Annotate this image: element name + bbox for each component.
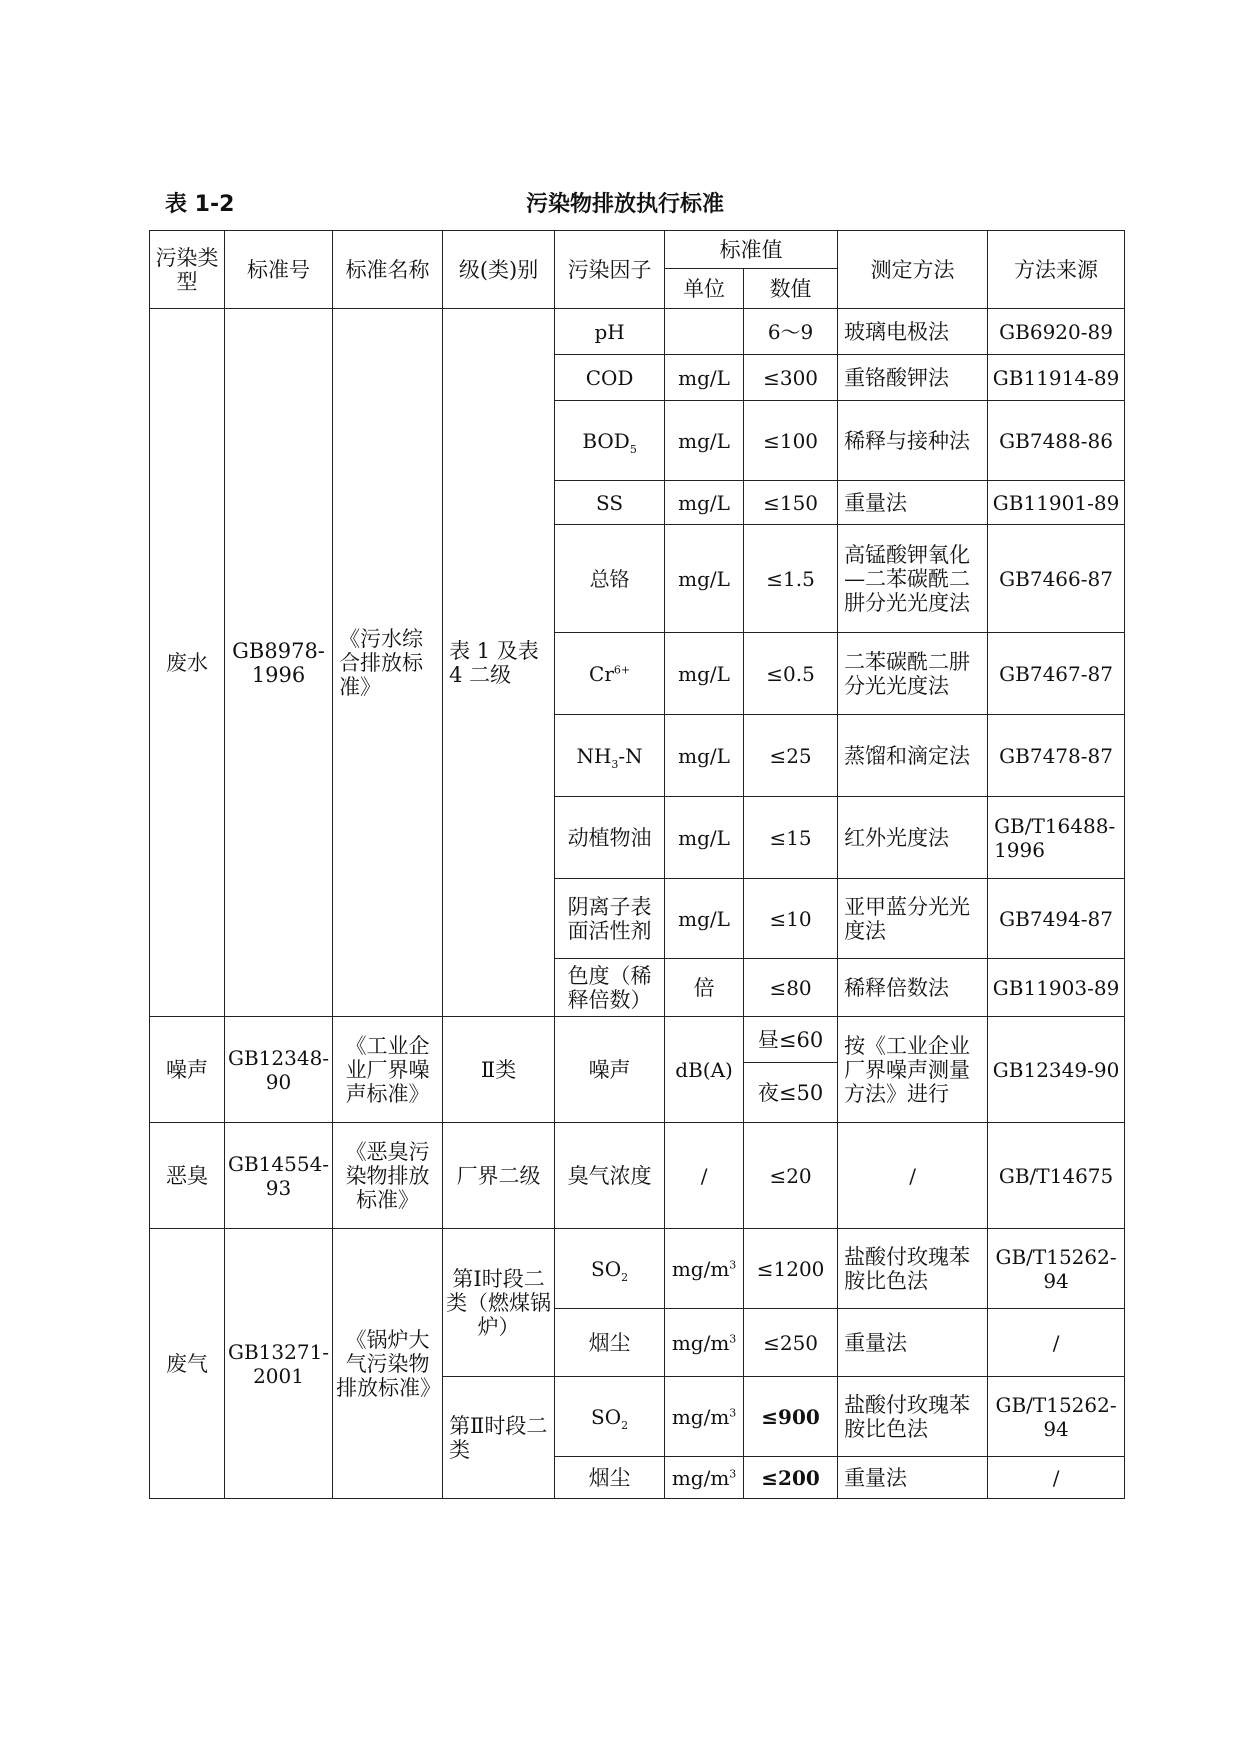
- std-name-cell: 《污水综合排放标准》: [333, 309, 443, 1017]
- source-cell: GB7467-87: [988, 633, 1125, 715]
- method-cell: 重量法: [838, 1309, 988, 1377]
- grade-cell: 第Ⅰ时段二类（燃煤锅炉）: [443, 1229, 555, 1377]
- method-cell: 重量法: [838, 481, 988, 525]
- source-cell: GB11903-89: [988, 959, 1125, 1017]
- unit-text: mg/m: [671, 1465, 730, 1490]
- std-no-cell: GB13271-2001: [225, 1229, 333, 1499]
- method-cell: 盐酸付玫瑰苯胺比色法: [838, 1377, 988, 1457]
- std-name-cell: 《恶臭污染物排放标准》: [333, 1123, 443, 1229]
- value-cell: ≤250: [744, 1309, 838, 1377]
- value-cell: ≤1.5: [744, 525, 838, 633]
- factor-text: NH: [576, 743, 612, 768]
- factor-cell: 色度（稀释倍数）: [555, 959, 665, 1017]
- factor-subscript: 3: [611, 757, 619, 771]
- header-method: 测定方法: [838, 231, 988, 309]
- table-row: [150, 1123, 1125, 1229]
- value-cell: ≤15: [744, 797, 838, 879]
- unit-cell: [665, 1377, 744, 1457]
- unit-cell: [665, 309, 744, 355]
- unit-cell: mg/L: [665, 879, 744, 959]
- unit-cell: dB(A): [665, 1017, 744, 1123]
- source-cell: GB7478-87: [988, 715, 1125, 797]
- std-no-cell: GB12348-90: [225, 1017, 333, 1123]
- source-cell: GB6920-89: [988, 309, 1125, 355]
- grade-cell: Ⅱ类: [443, 1017, 555, 1123]
- grade-cell: 厂界二级: [443, 1123, 555, 1229]
- source-cell: GB/T15262-94: [988, 1229, 1125, 1309]
- value-cell: ≤900: [744, 1377, 838, 1457]
- factor-tail: -N: [618, 743, 643, 768]
- unit-cell: [665, 1457, 744, 1499]
- unit-text: mg/m: [671, 1330, 730, 1355]
- value-cell: ≤10: [744, 879, 838, 959]
- type-cell: 废水: [150, 309, 225, 1017]
- unit-cell: mg/L: [665, 355, 744, 401]
- method-cell: 重量法: [838, 1457, 988, 1499]
- emission-standards-table: [149, 230, 1125, 1499]
- unit-cell: mg/L: [665, 797, 744, 879]
- factor-text: SO: [591, 1256, 622, 1281]
- factor-cell: SS: [555, 481, 665, 525]
- header-std-no: 标准号: [225, 231, 333, 309]
- source-cell: /: [988, 1309, 1125, 1377]
- value-cell: ≤300: [744, 355, 838, 401]
- table-caption: [150, 187, 1100, 227]
- factor-superscript: 6+: [613, 662, 631, 676]
- unit-text: mg/m: [671, 1404, 730, 1429]
- factor-cell: [555, 1377, 665, 1457]
- method-cell: 高锰酸钾氧化—二苯碳酰二肼分光光度法: [838, 525, 988, 633]
- table-row: [150, 1017, 1125, 1063]
- unit-cell: mg/L: [665, 481, 744, 525]
- type-cell: 恶臭: [150, 1123, 225, 1229]
- grade-cell: 第Ⅱ时段二类: [443, 1377, 555, 1499]
- factor-text: SO: [591, 1404, 622, 1429]
- table-row: [150, 309, 1125, 355]
- value-cell: ≤0.5: [744, 633, 838, 715]
- method-cell: 玻璃电极法: [838, 309, 988, 355]
- factor-cell: [555, 715, 665, 797]
- factor-cell: [555, 401, 665, 481]
- source-cell: GB11914-89: [988, 355, 1125, 401]
- value-cell: ≤150: [744, 481, 838, 525]
- method-cell: 亚甲蓝分光光度法: [838, 879, 988, 959]
- unit-cell: mg/L: [665, 401, 744, 481]
- unit-superscript: 3: [729, 1331, 737, 1345]
- std-no-cell: GB14554-93: [225, 1123, 333, 1229]
- method-cell: /: [838, 1123, 988, 1229]
- method-cell: 稀释与接种法: [838, 401, 988, 481]
- method-cell: 二苯碳酰二肼分光光度法: [838, 633, 988, 715]
- factor-cell: [555, 633, 665, 715]
- unit-cell: /: [665, 1123, 744, 1229]
- factor-cell: 阴离子表面活性剂: [555, 879, 665, 959]
- method-cell: 盐酸付玫瑰苯胺比色法: [838, 1229, 988, 1309]
- value-cell: ≤100: [744, 401, 838, 481]
- value-cell: ≤1200: [744, 1229, 838, 1309]
- table-title: 污染物排放执行标准: [525, 192, 724, 217]
- grade-cell: 表 1 及表 4 二级: [443, 309, 555, 1017]
- factor-subscript: 5: [629, 442, 637, 456]
- method-cell: 稀释倍数法: [838, 959, 988, 1017]
- header-std-value: 标准值: [665, 231, 838, 269]
- source-cell: GB12349-90: [988, 1017, 1125, 1123]
- header-grade: 级(类)别: [443, 231, 555, 309]
- factor-cell: 烟尘: [555, 1457, 665, 1499]
- value-night-cell: 夜≤50: [744, 1063, 838, 1123]
- method-cell: 蒸馏和滴定法: [838, 715, 988, 797]
- unit-cell: mg/L: [665, 715, 744, 797]
- source-cell: /: [988, 1457, 1125, 1499]
- table-number: 表 1-2: [165, 192, 235, 217]
- header-value: 数值: [744, 269, 838, 309]
- source-cell: GB7466-87: [988, 525, 1125, 633]
- factor-cell: 噪声: [555, 1017, 665, 1123]
- factor-cell: 烟尘: [555, 1309, 665, 1377]
- source-cell: GB/T16488-1996: [988, 797, 1125, 879]
- factor-cell: 总铬: [555, 525, 665, 633]
- value-cell: ≤20: [744, 1123, 838, 1229]
- value-cell: ≤80: [744, 959, 838, 1017]
- type-cell: 废气: [150, 1229, 225, 1499]
- unit-cell: mg/L: [665, 633, 744, 715]
- factor-cell: COD: [555, 355, 665, 401]
- std-name-cell: 《锅炉大气污染物排放标准》: [333, 1229, 443, 1499]
- method-cell: 按《工业企业厂界噪声测量方法》进行: [838, 1017, 988, 1123]
- std-no-cell: GB8978-1996: [225, 309, 333, 1017]
- factor-subscript: 2: [621, 1270, 629, 1284]
- factor-cell: 动植物油: [555, 797, 665, 879]
- std-name-cell: 《工业企业厂界噪声标准》: [333, 1017, 443, 1123]
- factor-cell: pH: [555, 309, 665, 355]
- unit-text: mg/m: [671, 1256, 730, 1281]
- unit-superscript: 3: [729, 1405, 737, 1419]
- method-cell: 红外光度法: [838, 797, 988, 879]
- table-row: [150, 1229, 1125, 1309]
- unit-superscript: 3: [729, 1257, 737, 1271]
- source-cell: GB7494-87: [988, 879, 1125, 959]
- factor-text: BOD: [582, 428, 630, 453]
- unit-cell: [665, 1309, 744, 1377]
- factor-text: Cr: [589, 661, 614, 686]
- value-cell: 6～9: [744, 309, 838, 355]
- source-cell: GB11901-89: [988, 481, 1125, 525]
- unit-cell: [665, 1229, 744, 1309]
- header-factor: 污染因子: [555, 231, 665, 309]
- source-cell: GB/T15262-94: [988, 1377, 1125, 1457]
- header-std-name: 标准名称: [333, 231, 443, 309]
- header-type: 污染类型: [150, 231, 225, 309]
- header-source: 方法来源: [988, 231, 1125, 309]
- value-day-cell: 昼≤60: [744, 1017, 838, 1063]
- unit-cell: 倍: [665, 959, 744, 1017]
- value-cell: ≤200: [744, 1457, 838, 1499]
- unit-superscript: 3: [729, 1466, 737, 1480]
- factor-cell: [555, 1229, 665, 1309]
- factor-cell: 臭气浓度: [555, 1123, 665, 1229]
- unit-cell: mg/L: [665, 525, 744, 633]
- header-unit: 单位: [665, 269, 744, 309]
- source-cell: GB/T14675: [988, 1123, 1125, 1229]
- factor-subscript: 2: [621, 1418, 629, 1432]
- value-cell: ≤25: [744, 715, 838, 797]
- type-cell: 噪声: [150, 1017, 225, 1123]
- method-cell: 重铬酸钾法: [838, 355, 988, 401]
- source-cell: GB7488-86: [988, 401, 1125, 481]
